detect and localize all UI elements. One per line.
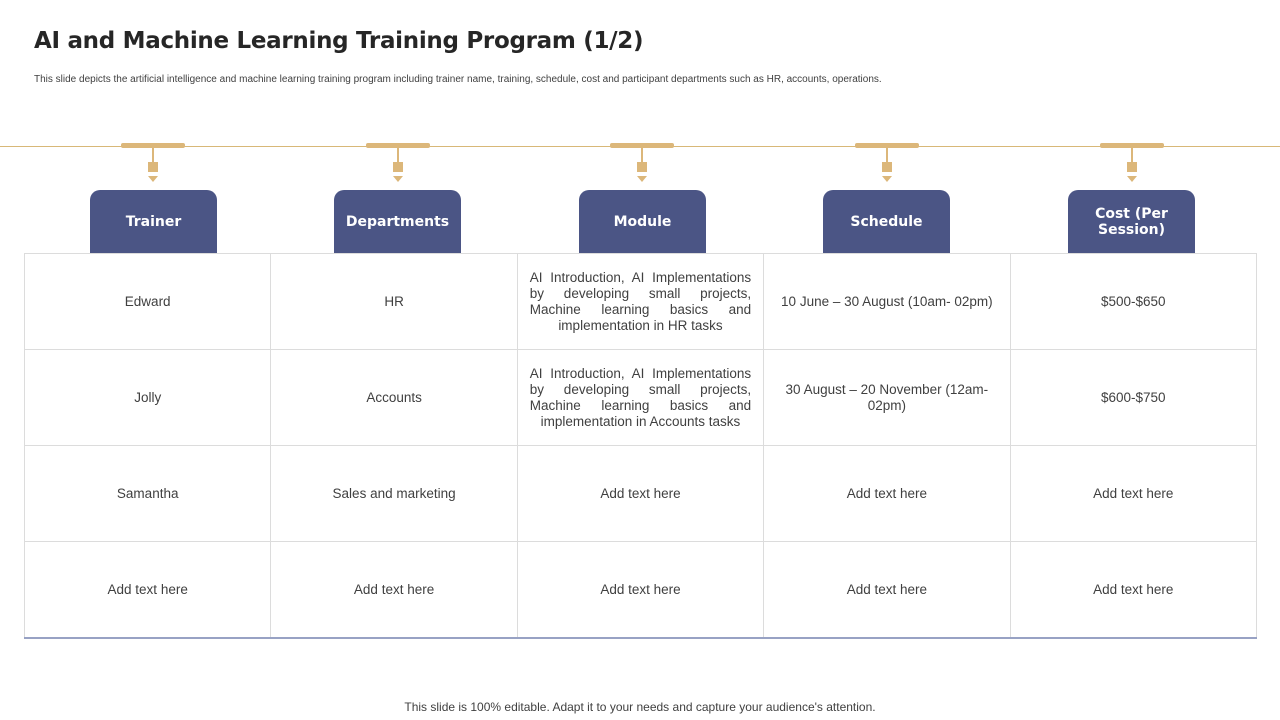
hanger-connector [366, 143, 430, 183]
header-module: Module [579, 190, 706, 253]
hanger-connector [121, 143, 185, 183]
module-cell: AI Introduction, AI Implementations by developing small projects, Machine learning basics and implementation in Accounts tasks [517, 350, 763, 446]
schedule-cell: 10 June – 30 August (10am- 02pm) [764, 254, 1010, 350]
trainer-cell: Edward [25, 254, 271, 350]
slide-subtitle: This slide depicts the artificial intelligence and machine learning training program including trainer name, training, schedule, cost and participant departments such as HR, accounts, operations. [34, 74, 882, 85]
hanger-connector [1100, 143, 1164, 183]
slide-title: AI and Machine Learning Training Program (1/2) [34, 28, 644, 54]
header-departments: Departments [334, 190, 461, 253]
module-cell: AI Introduction, AI Implementations by developing small projects, Machine learning basics and implementation in HR tasks [517, 254, 763, 350]
department-cell: HR [271, 254, 517, 350]
module-cell: Add text here [517, 446, 763, 542]
training-table [24, 253, 1257, 639]
cost-cell: $500-$650 [1010, 254, 1256, 350]
slide-footer: This slide is 100% editable. Adapt it to your needs and capture your audience's attention. [404, 700, 876, 714]
cost-cell: Add text here [1010, 446, 1256, 542]
header-trainer: Trainer [90, 190, 217, 253]
schedule-cell: Add text here [764, 542, 1010, 638]
department-cell: Add text here [271, 542, 517, 638]
hanger-connector [610, 143, 674, 183]
hanger-connector [855, 143, 919, 183]
cost-cell: Add text here [1010, 542, 1256, 638]
schedule-cell: Add text here [764, 446, 1010, 542]
department-cell: Sales and marketing [271, 446, 517, 542]
module-cell: Add text here [517, 542, 763, 638]
cost-cell: $600-$750 [1010, 350, 1256, 446]
department-cell: Accounts [271, 350, 517, 446]
schedule-cell: 30 August – 20 November (12am-02pm) [764, 350, 1010, 446]
trainer-cell: Jolly [25, 350, 271, 446]
table-row [25, 254, 1257, 350]
trainer-cell: Samantha [25, 446, 271, 542]
table-row [25, 542, 1257, 638]
header-cost: Cost (Per Session) [1068, 190, 1195, 253]
table-row [25, 350, 1257, 446]
header-schedule: Schedule [823, 190, 950, 253]
table-row [25, 446, 1257, 542]
trainer-cell: Add text here [25, 542, 271, 638]
